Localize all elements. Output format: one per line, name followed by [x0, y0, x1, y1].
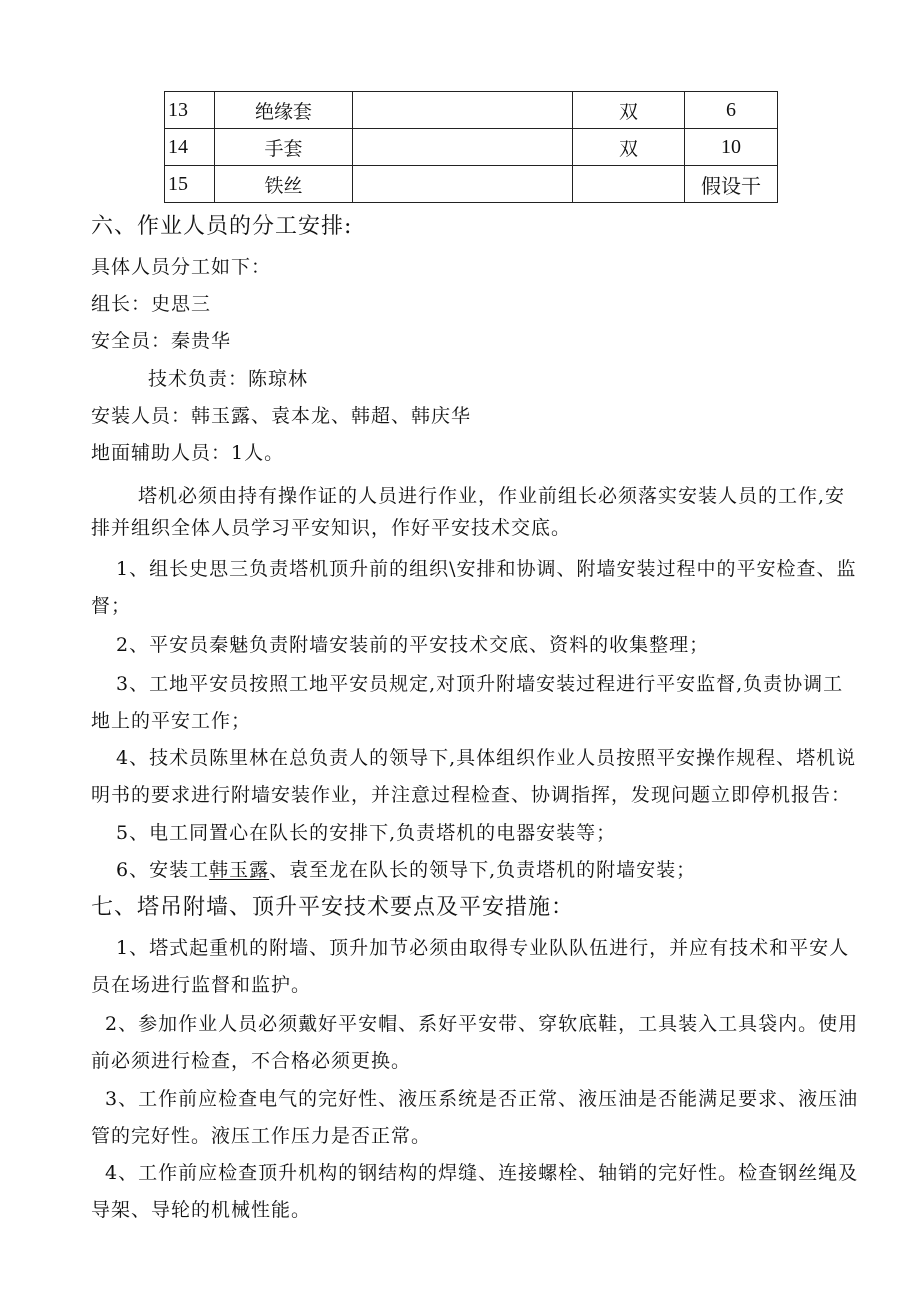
item-unit: 双	[573, 92, 685, 129]
measure-item-1-cont: 员在场进行监督和监护。	[91, 974, 312, 996]
duty-item-4: 4、技术员陈里林在总负责人的领导下,具体组织作业人员按照平安操作规程、塔机说	[116, 747, 857, 769]
item-name: 绝缘套	[215, 92, 353, 129]
underlined-name: 韩玉露	[209, 859, 270, 881]
measure-item-4-cont: 导架、导轮的机械性能。	[91, 1199, 312, 1221]
item-unit	[573, 166, 685, 203]
safety-officer-line: 安全员：秦贵华	[91, 330, 232, 352]
duty-item-4-cont: 明书的要求进行附墙安装作业，并注意过程检查、协调指挥，发现问题立即停机报告：	[91, 784, 852, 806]
measure-item-3-cont: 管的完好性。液压工作压力是否正常。	[91, 1125, 432, 1147]
staff-intro: 具体人员分工如下：	[91, 256, 272, 278]
section-6-heading: 六、作业人员的分工安排:	[91, 214, 353, 239]
duty-item-3: 3、工地平安员按照工地平安员规定,对顶升附墙安装过程进行平安监督,负责协调工	[116, 673, 844, 695]
paragraph-line: 排并组织全体人员学习平安知识，作好平安技术交底。	[91, 517, 572, 539]
duty-item-6	[116, 858, 696, 882]
measure-item-1: 1、塔式起重机的附墙、顶升加节必须由取得专业队队伍进行，并应有技术和平安人	[116, 937, 850, 959]
section-7-heading: 七、塔吊附墙、顶升平安技术要点及平安措施：	[91, 895, 575, 920]
duty-item-1-cont: 督；	[91, 595, 132, 617]
row-number: 15	[165, 166, 215, 203]
item-unit: 双	[573, 129, 685, 166]
paragraph-line: 塔机必须由持有操作证的人员进行作业，作业前组长必须落实安装人员的工作,安	[138, 485, 846, 507]
materials-table	[164, 91, 778, 203]
tech-lead-line: 技术负责：陈琼林	[148, 368, 309, 390]
item-name: 手套	[215, 129, 353, 166]
table-row	[165, 129, 778, 166]
duty-item-5: 5、电工同置心在队长的安排下,负责塔机的电器安装等；	[116, 822, 617, 844]
measure-item-4: 4、工作前应检查顶升机构的钢结构的焊缝、连接螺栓、轴销的完好性。检查钢丝绳及	[105, 1162, 859, 1184]
ground-helpers-line: 地面辅助人员：1人。	[91, 442, 285, 464]
leader-line: 组长：史思三	[91, 293, 212, 315]
item-quantity: 假设干	[685, 166, 778, 203]
row-number: 14	[165, 129, 215, 166]
measure-item-2-cont: 前必须进行检查，不合格必须更换。	[91, 1050, 412, 1072]
measure-item-2: 2、参加作业人员必须戴好平安帽、系好平安带、穿软底鞋，工具装入工具袋内。使用	[105, 1013, 859, 1035]
duty-item-3-cont: 地上的平安工作；	[91, 710, 252, 732]
item-quantity: 10	[685, 129, 778, 166]
row-number: 13	[165, 92, 215, 129]
duty-item-1: 1、组长史思三负责塔机顶升前的组织\安排和协调、附墙安装过程中的平安检查、监	[116, 558, 857, 580]
duty-item-2: 2、平安员秦魅负责附墙安装前的平安技术交底、资料的收集整理；	[116, 634, 710, 656]
item-spec	[353, 129, 573, 166]
item-spec	[353, 92, 573, 129]
installers-line: 安装人员：韩玉露、袁本龙、韩超、韩庆华	[91, 405, 472, 427]
item-quantity: 6	[685, 92, 778, 129]
table-row	[165, 92, 778, 129]
table-row	[165, 166, 778, 203]
duty-item-6-prefix: 6、安装工	[116, 859, 210, 881]
duty-item-6-suffix: 、袁至龙在队长的领导下,负责塔机的附墙安装；	[269, 859, 697, 881]
item-spec	[353, 166, 573, 203]
measure-item-3: 3、工作前应检查电气的完好性、液压系统是否正常、液压油是否能满足要求、液压油	[105, 1088, 859, 1110]
item-name: 铁丝	[215, 166, 353, 203]
